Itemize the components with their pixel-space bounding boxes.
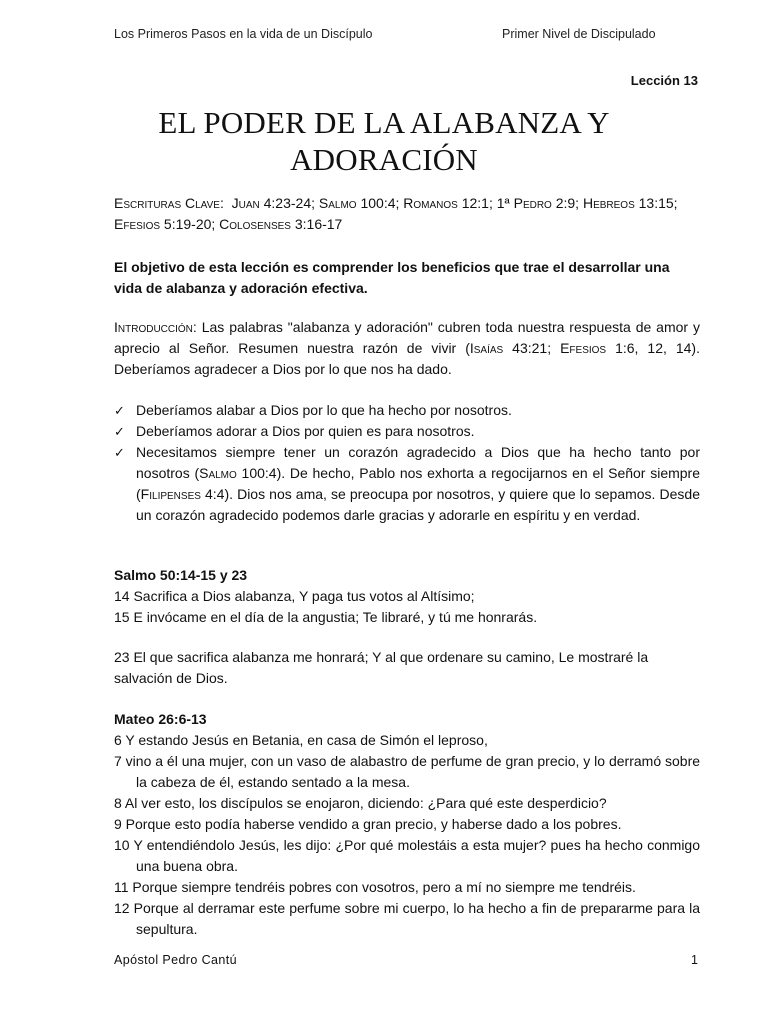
header-right: Primer Nivel de Discipulado <box>502 27 656 41</box>
verse-line: 10 Y entendiéndolo Jesús, les dijo: ¿Por qué molestáis a esta mujer? pues ha hecho conmigo una buena obra. <box>114 837 700 874</box>
intro-label: Introducción <box>114 319 193 335</box>
intro-reference: Isaías 43:21; Efesios 1:6, 12, 14 <box>469 340 692 356</box>
scriptures-text: Juan 4:23-24; Salmo 100:4; Romanos 12:1; 1ª Pedro 2:9; Hebreos 13:15; Efesios 5:19-20; Colosenses 3:16-17 <box>114 195 678 232</box>
verse-line: 7 vino a él una mujer, con un vaso de alabastro de perfume de gran precio, y lo derramó sobre la cabeza de él, estando sentado a la mesa. <box>114 753 701 790</box>
lesson-number: Lección 13 <box>630 73 698 88</box>
scriptures-label: Escrituras Clave <box>114 195 220 211</box>
intro-text-a: Las palabras "alabanza y adoración" cubren toda nuestra respuesta de amor y aprecio al Señor. Resumen nuestra razón de vivir ( <box>114 319 700 356</box>
list-item: ✓ Deberíamos alabar a Dios por lo que ha hecho por nosotros. <box>114 400 700 421</box>
verse-line: 11 Porque siempre tendréis pobres con vosotros, pero a mí no siempre me tendréis. <box>114 879 636 895</box>
psalm-verse-23: 23 El que sacrifica alabanza me honrará; Y al que ordenare su camino, Le mostraré la salvación de Dios. <box>114 649 649 686</box>
verse-line: 8 Al ver esto, los discípulos se enojaron, diciendo: ¿Para qué este desperdicio? <box>114 795 607 811</box>
psalm-heading: Salmo 50:14-15 y 23 <box>114 567 248 583</box>
bullet-list <box>114 400 700 526</box>
title-line-1: EL PODER DE LA ALABANZA Y <box>158 105 610 140</box>
verse-line: 6 Y estando Jesús en Betania, en casa de Simón el leproso, <box>114 732 488 748</box>
header-left: Los Primeros Pasos en la vida de un Discípulo <box>114 27 373 41</box>
checkmark-icon: ✓ <box>114 445 125 460</box>
matthew-heading: Mateo 26:6-13 <box>114 711 207 727</box>
intro-text-b: ). Deberíamos agradecer a Dios por lo que nos ha dado. <box>114 340 700 377</box>
verse-line: 12 Porque al derramar este perfume sobre mi cuerpo, lo ha hecho a fin de prepararme para la sepultura. <box>114 900 700 937</box>
scriptures-block: Escrituras Clave: Juan 4:23-24; Salmo 100:4; Romanos 12:1; 1ª Pedro 2:9; Hebreos 13:15; Efesios 5:19-20; Colosenses 3:16-17 <box>114 195 678 232</box>
list-item: ✓ Deberíamos adorar a Dios por quien es para nosotros. <box>114 421 700 442</box>
verse-line: 9 Porque esto podía haberse vendido a gran precio, y haberse dado a los pobres. <box>114 816 622 832</box>
verse-line: 14 Sacrifica a Dios alabanza, Y paga tus votos al Altísimo; <box>114 588 475 604</box>
title-line-2: ADORACIÓN <box>290 142 478 177</box>
checkmark-icon: ✓ <box>114 424 125 439</box>
page-title <box>100 104 668 178</box>
introduction-paragraph: Introducción: Las palabras "alabanza y adoración" cubren toda nuestra respuesta de amor y aprecio al Señor. Resumen nuestra razón de vivir (Isaías 43:21; Efesios 1:6, 12, 14). Deberíamos agradecer a Dios por lo que nos ha dado. <box>114 319 700 377</box>
footer-author: Apóstol Pedro Cantú <box>114 953 237 967</box>
page-number: 1 <box>691 953 698 967</box>
matthew-section <box>114 709 700 940</box>
checkmark-icon: ✓ <box>114 403 125 418</box>
list-item: ✓ Necesitamos siempre tener un corazón agradecido a Dios que ha hecho tanto por nosotros (Salmo 100:4). De hecho, Pablo nos exhorta a regocijarnos en el Señor siempre (Filipenses 4:4). Dios nos ama, se preocupa por nosotros, y quiere que lo sepamos. Desde un corazón agradecido podemos darle gracias y adorarle en espíritu y en verdad. <box>114 444 701 523</box>
bullet-list-block <box>114 400 700 526</box>
lesson-objective: El objetivo de esta lección es comprender los beneficios que trae el desarrollar una vida de alabanza y adoración efectiva. <box>114 259 670 296</box>
verse-line: 15 E invócame en el día de la angustia; Te libraré, y tú me honrarás. <box>114 609 538 625</box>
psalm-section <box>114 565 700 628</box>
